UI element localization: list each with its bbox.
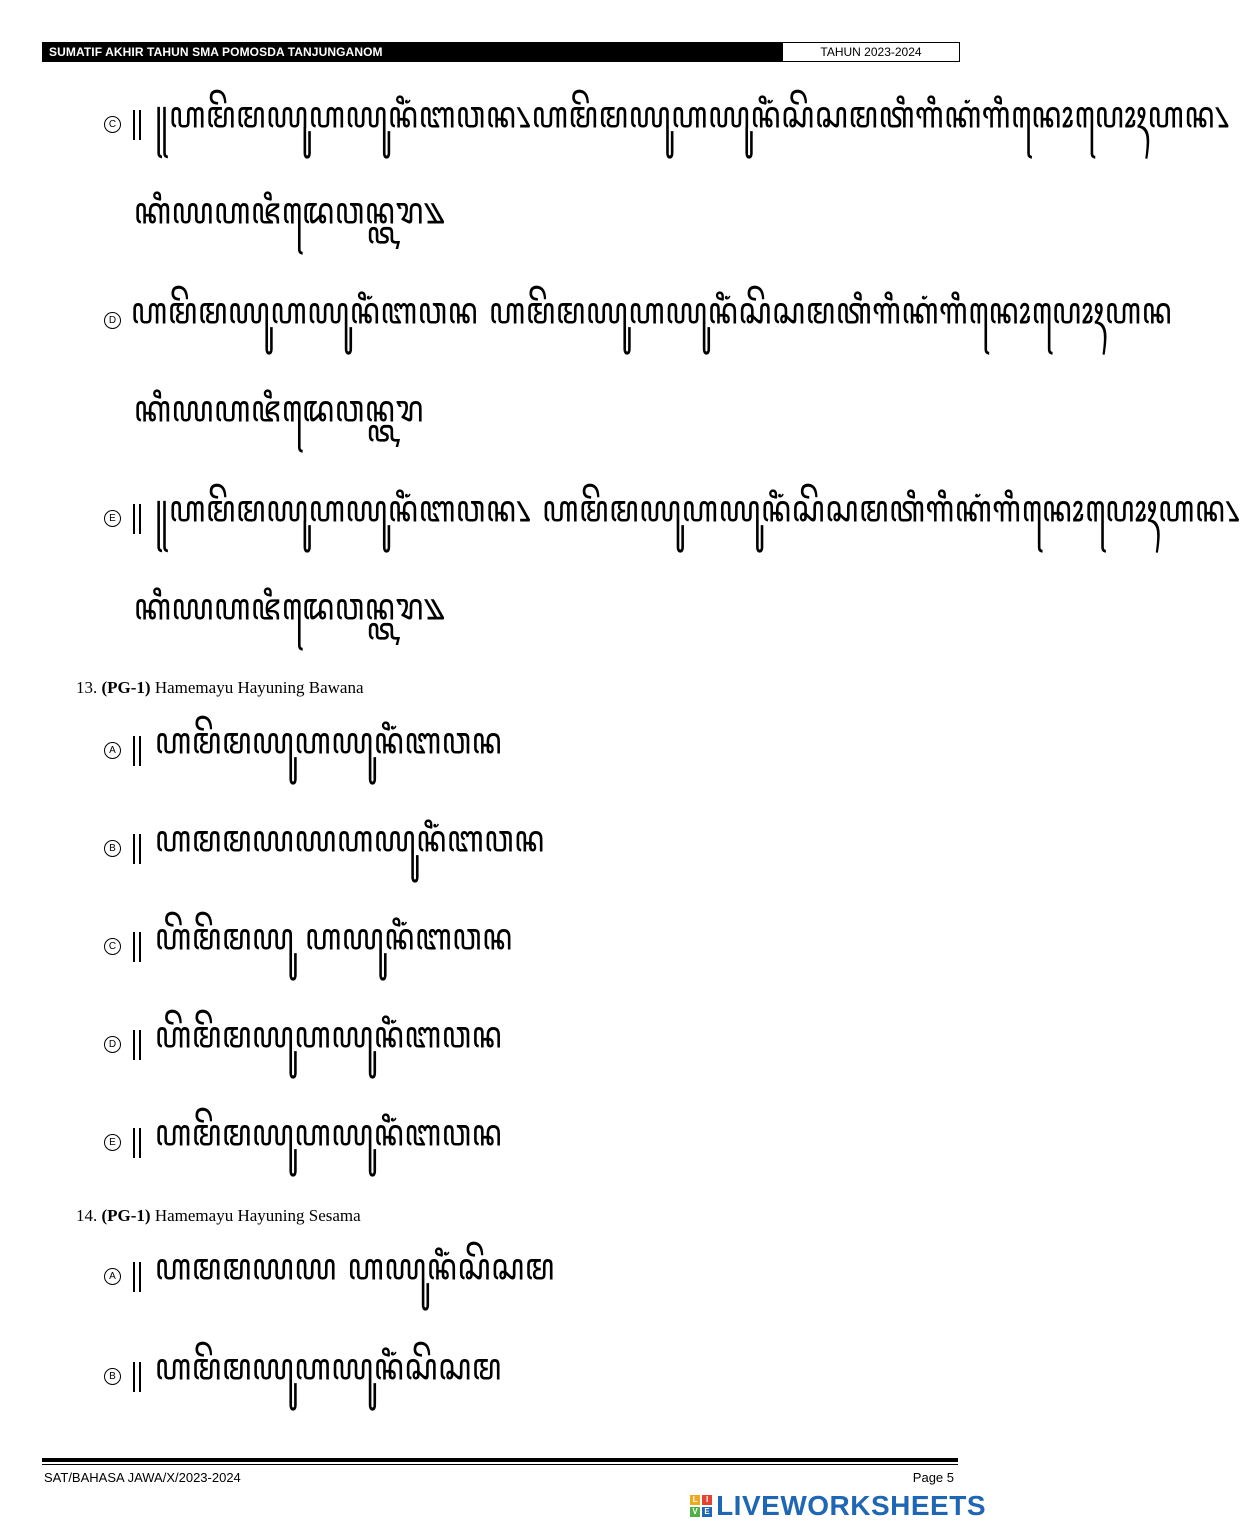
option-letter-circle[interactable]: B [104,840,121,857]
question-13 [76,678,364,698]
question-14 [76,1206,361,1226]
logo-cell: E [702,1507,712,1517]
option-script: ꧋ꦲꦩꦼꦩꦪꦸꦲꦪꦸꦤꦶꦁ​ꦧꦮꦤ꧈ꦲꦩꦼꦩꦪꦸꦲꦪꦸꦤꦶꦁꦱꦼꦱꦩꦠꦶꦒꦶꦏꦁ​ꦒꦶꦤꦺꦴꦥꦺꦴꦃꦲꦤ꧈ [155,93,1231,138]
option-letter-circle[interactable]: E [104,510,121,527]
double-bar-icon [131,502,145,536]
double-bar-icon [131,108,145,142]
logo-cell: L [690,1495,700,1505]
option-script: ꦲꦩꦼꦩꦪꦸꦲꦪꦸꦤꦶꦁꦱꦼꦱꦩ [155,1345,502,1390]
question-number: 14. [76,1206,98,1225]
double-bar-icon [131,930,145,964]
q14-option-b[interactable] [104,1346,502,1407]
double-bar-icon [131,832,145,866]
q14-option-a[interactable] [104,1246,555,1307]
option-script-cont: ꦏꦶꦪꦲꦗꦶꦢꦺꦮꦤ꧀ꦠꦫ꧉ [134,189,446,234]
question-number: 13. [76,678,98,697]
footer-rule-thick [42,1458,958,1462]
q12-option-d[interactable] [104,290,1172,351]
q13-option-d[interactable] [104,1014,502,1075]
header-year: TAHUN 2023-2024 [783,43,959,61]
option-letter-circle[interactable]: A [104,1268,121,1285]
double-bar-icon [131,1360,145,1394]
option-letter-circle[interactable]: D [104,1036,121,1053]
option-script-cont: ꦏꦶꦪꦲꦗꦶꦢꦺꦮꦤ꧀ꦠꦫ꧉ [134,585,446,630]
logo-text: LIVEWORKSHEETS [716,1490,986,1521]
option-script: ꧋ꦲꦩꦼꦩꦪꦸꦲꦪꦸꦤꦶꦁ​ꦧꦮꦤ꧈ ꦲꦩꦼꦩꦪꦸꦲꦪꦸꦤꦶꦁꦱꦼꦱꦩꦠꦶꦒꦶꦏꦁ​ꦒꦶꦤꦺꦴꦥꦺꦴꦃꦲꦤ꧈ [155,487,1241,532]
double-bar-icon [131,1260,145,1294]
footer-course-code: SAT/BAHASA JAWA/X/2023-2024 [44,1470,241,1485]
option-letter-circle[interactable]: C [104,938,121,955]
q13-option-b[interactable] [104,818,545,879]
question-text: Hamemayu Hayuning Sesama [154,1206,361,1225]
option-script: ꦲꦩꦼꦩꦪꦸꦲꦪꦸꦤꦶꦁ​ꦧꦮꦤ ꦲꦩꦼꦩꦪꦸꦲꦪꦸꦤꦶꦁꦱꦼꦱꦩꦠꦶꦒꦶꦏꦁ​ꦒꦶꦤꦺꦴꦥꦺꦴꦃꦲꦤ [131,289,1173,334]
option-script: ꦲꦼꦩꦼꦩꦪꦸ ꦲꦪꦸꦤꦶꦁꦧꦮꦤ [155,915,513,960]
option-letter-circle[interactable]: D [104,312,121,329]
header-title: SUMATIF AKHIR TAHUN SMA POMOSDA TANJUNGANOM [43,43,783,61]
option-script: ꦲꦩꦼꦩꦪꦸꦲꦪꦸꦤꦶꦁꦧꦮꦤ [155,719,503,764]
q13-option-a[interactable] [104,720,502,781]
question-tag: (PG-1) [101,678,151,697]
logo-cell: I [702,1495,712,1505]
page-header [42,42,960,62]
option-letter-circle[interactable]: A [104,742,121,759]
option-script: ꦲꦼꦩꦼꦩꦪꦸꦲꦪꦸꦤꦶꦁꦧꦮꦤ [155,1013,503,1058]
option-script-cont: ꦏꦶꦪꦲꦗꦶꦢꦺꦮꦤ꧀ꦠꦫ [134,387,425,432]
double-bar-icon [131,1126,145,1160]
q12-option-c[interactable] [104,94,1230,155]
q12-option-e[interactable] [104,488,1241,549]
double-bar-icon [131,734,145,768]
page-number: Page 5 [912,1470,954,1485]
option-script: ꦲꦩꦩꦪꦪꦲꦪꦸꦤꦶꦁꦧꦮꦤ [155,817,545,862]
option-script: ꦲꦩꦩꦪꦪ ꦲꦪꦸꦤꦶꦁꦱꦼꦱꦩ [155,1245,555,1290]
liveworksheets-logo[interactable] [690,1490,986,1522]
q13-option-c[interactable] [104,916,513,977]
logo-grid-icon [690,1495,712,1517]
logo-cell: V [690,1507,700,1517]
option-letter-circle[interactable]: B [104,1368,121,1385]
option-letter-circle[interactable]: E [104,1134,121,1151]
question-tag: (PG-1) [101,1206,151,1225]
question-text: Hamemayu Hayuning Bawana [154,678,364,697]
double-bar-icon [131,1028,145,1062]
footer-rule-thin [42,1464,958,1465]
q13-option-e[interactable] [104,1112,502,1173]
option-script: ꦲꦩꦼꦩꦪꦸꦲꦪꦸꦤꦶꦁꦧꦮꦤ [155,1111,503,1156]
option-letter-circle[interactable]: C [104,116,121,133]
